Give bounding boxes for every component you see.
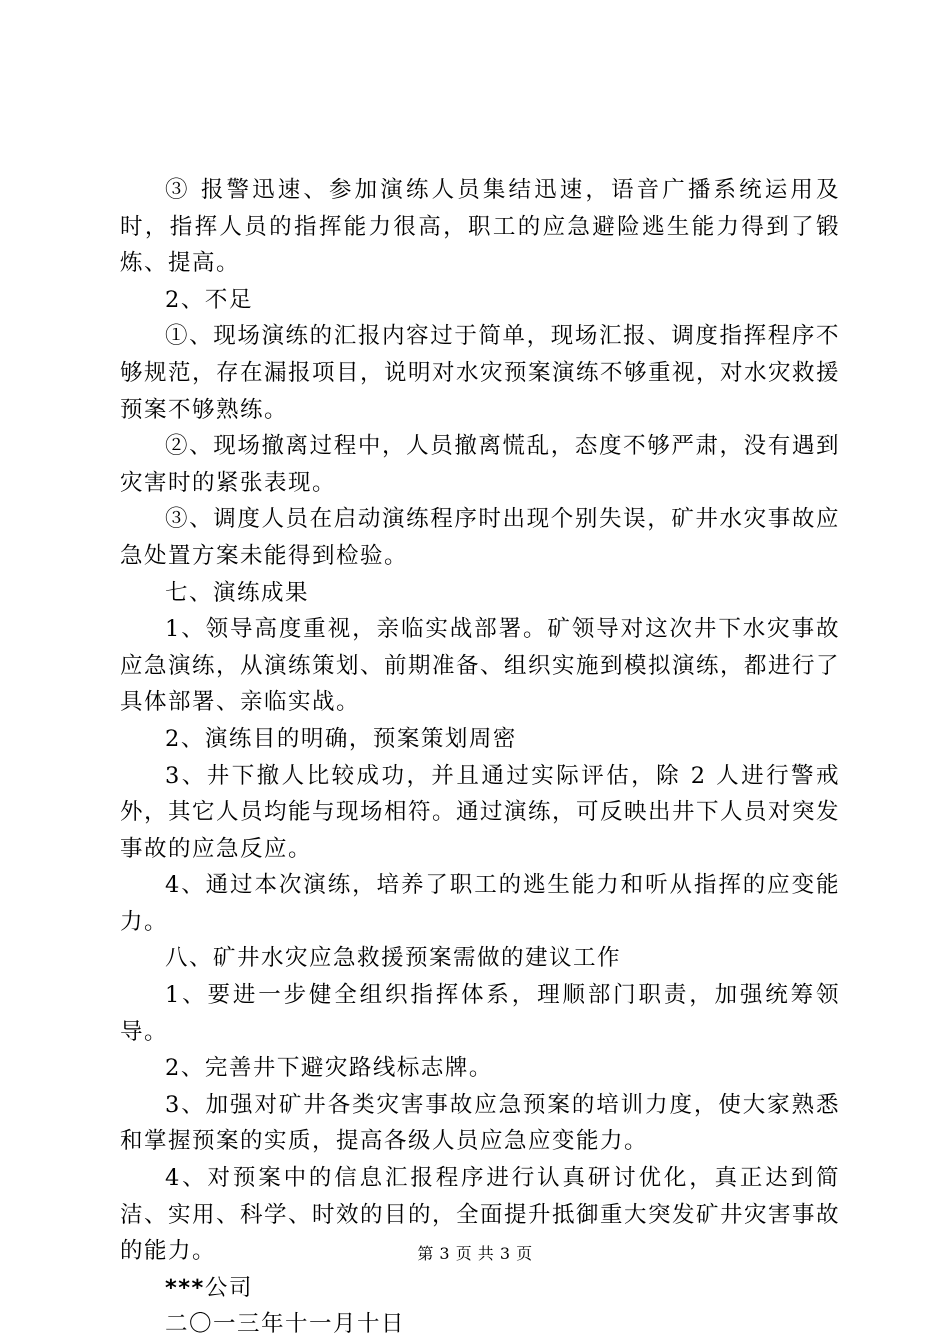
company-stars: *** bbox=[165, 1274, 205, 1301]
paragraph: 3、井下撤人比较成功，并且通过实际评估，除 2 人进行警戒外，其它人员均能与现场相符。通过演练，可反映出井下人员对突发事故的应急反应。 bbox=[120, 762, 841, 862]
paragraph: 3、加强对矿井各类灾害事故应急预案的培训力度，使大家熟悉和掌握预案的实质，提高各级人员应急应变能力。 bbox=[120, 1091, 840, 1155]
paragraph: 2、完善井下避灾路线标志牌。 bbox=[165, 1055, 493, 1082]
section-heading: 八、矿井水灾应急救援预案需做的建议工作 bbox=[165, 945, 622, 972]
paragraph: ①、现场演练的汇报内容过于简单，现场汇报、调度指挥程序不够规范，存在漏报项目，说明对水灾预案演练不够重视，对水灾救援预案不够熟练。 bbox=[120, 323, 841, 423]
paragraph: 4、通过本次演练，培养了职工的逃生能力和听从指挥的应变能力。 bbox=[120, 872, 840, 935]
paragraph: 2、不足 bbox=[165, 286, 253, 313]
company-signature bbox=[120, 1270, 840, 1307]
document-date: 二〇一三年十一月十日 bbox=[165, 1311, 406, 1338]
section-heading: 七、演练成果 bbox=[165, 579, 310, 606]
paragraph: ③、调度人员在启动演练程序时出现个别失误，矿井水灾事故应急处置方案未能得到检验。 bbox=[120, 506, 840, 569]
paragraph: 1、领导高度重视，亲临实战部署。矿领导对这次井下水灾事故应急演练，从演练策划、前期准备、组织实施到模拟演练，都进行了具体部署、亲临实战。 bbox=[120, 616, 841, 716]
paragraph: 4、对预案中的信息汇报程序进行认真研讨优化，真正达到简洁、实用、科学、时效的目的，全面提升抵御重大突发矿井灾害事故的能力。 bbox=[120, 1165, 841, 1265]
paragraph: 2、演练目的明确，预案策划周密 bbox=[165, 725, 517, 752]
document-body bbox=[120, 172, 840, 1343]
company-name: 公司 bbox=[204, 1274, 253, 1301]
paragraph: 1、要进一步健全组织指挥体系，理顺部门职责，加强统筹领导。 bbox=[120, 982, 840, 1045]
paragraph: ③ 报警迅速、参加演练人员集结迅速，语音广播系统运用及时，指挥人员的指挥能力很高，职工的应急避险逃生能力得到了锻炼、提高。 bbox=[120, 177, 840, 277]
paragraph: ②、现场撤离过程中，人员撤离慌乱，态度不够严肃，没有遇到灾害时的紧张表现。 bbox=[120, 433, 840, 496]
page-footer: 第 3 页 共 3 页 bbox=[417, 1244, 533, 1263]
